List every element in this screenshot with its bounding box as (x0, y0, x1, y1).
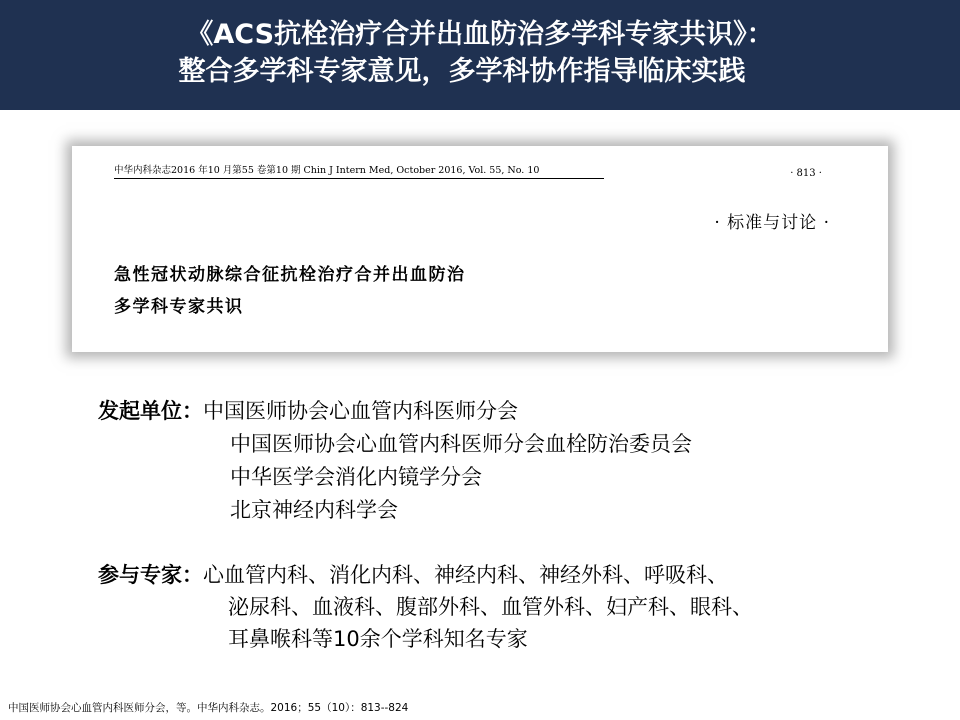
initiators-row-1 (98, 395, 692, 428)
experts-row-1 (98, 559, 753, 591)
experts-label: 参与专家： (98, 563, 203, 587)
initiators-label: 发起单位： (98, 399, 203, 423)
paper-excerpt (90, 146, 870, 338)
initiator-item: 中国医师协会心血管内科医师分会血栓防治委员会 (230, 432, 692, 456)
experts-line: 泌尿科、血液科、腹部外科、血管外科、妇产科、眼科、 (228, 595, 753, 619)
page-title-line-1: 《ACS抗栓治疗合并出血防治多学科专家共识》： (186, 19, 774, 50)
citation-footnote: 中国医师协会心血管内科医师分会，等。中华内科杂志。2016；55（10）：813--824 (8, 702, 409, 714)
initiators-section (98, 395, 692, 527)
experts-line: 心血管内科、消化内科、神经内科、神经外科、呼吸科、 (203, 563, 728, 587)
page-number: · 813 · (790, 168, 822, 179)
paper-title-line-1: 急性冠状动脉综合征抗栓治疗合并出血防治 (114, 265, 466, 285)
page-title-line-2: 整合多学科专家意见，多学科协作指导临床实践 (178, 56, 746, 87)
section-tag: · 标准与讨论 · (714, 213, 830, 233)
experts-section (98, 559, 753, 655)
experts-line: 耳鼻喉科等10余个学科知名专家 (228, 627, 528, 651)
title-banner (0, 0, 960, 110)
initiator-item: 北京神经内科学会 (230, 498, 398, 522)
paper-title-line-2: 多学科专家共识 (114, 297, 244, 317)
initiator-item: 中国医师协会心血管内科医师分会 (203, 399, 518, 423)
journal-header: 中华内科杂志2016 年10 月第55 卷第10 期 Chin J Intern Med, October 2016, Vol. 55, No. 10 (114, 162, 604, 179)
initiator-item: 中华医学会消化内镜学分会 (230, 465, 482, 489)
